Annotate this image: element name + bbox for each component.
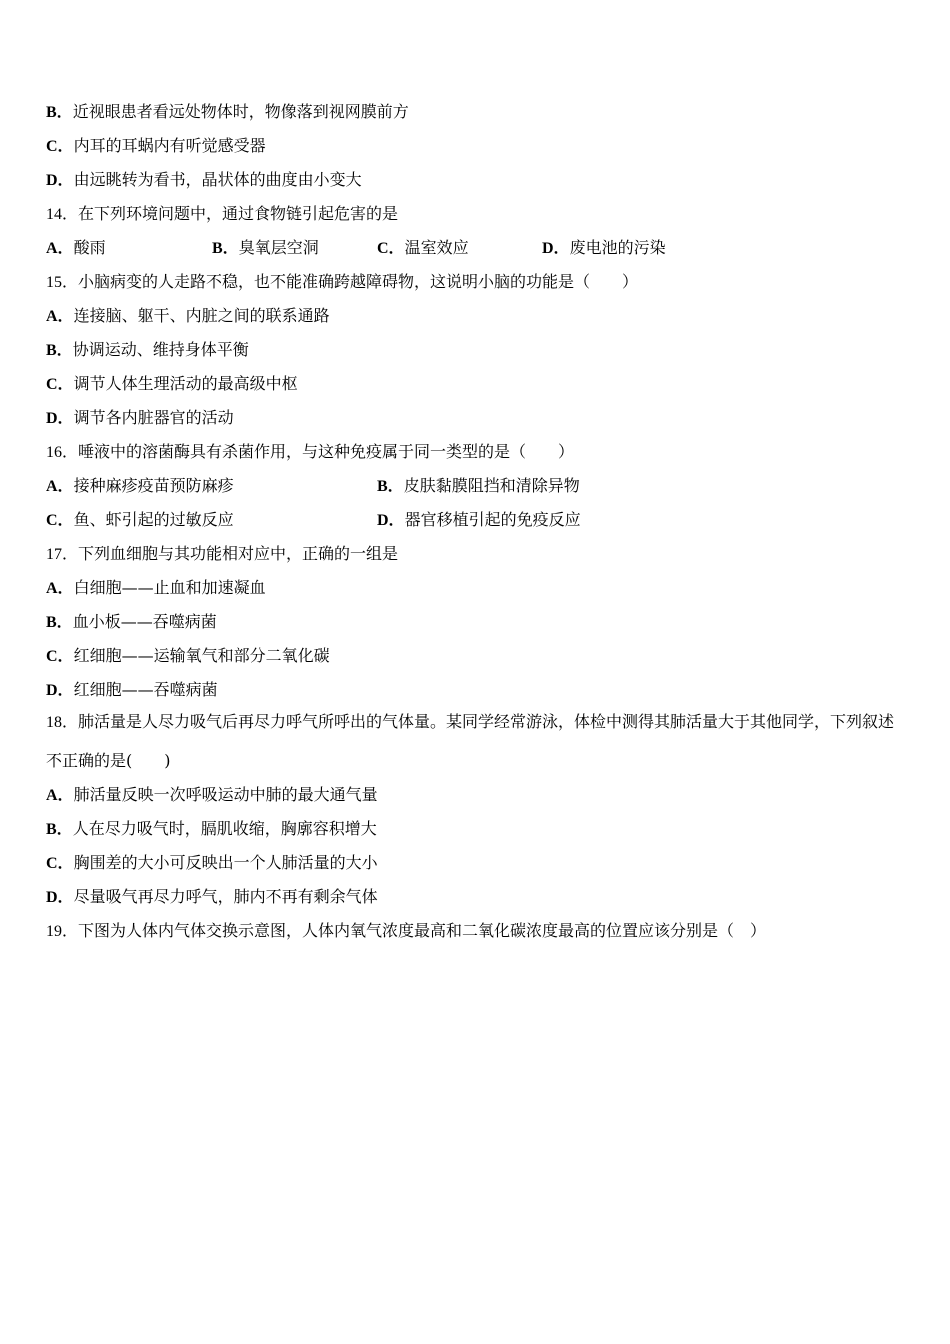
q14-option-d <box>542 238 666 259</box>
option-label: C． <box>46 138 74 155</box>
q16-option-c <box>46 510 234 531</box>
option-text: 内耳的耳蜗内有听觉感受器 <box>73 136 266 155</box>
option-label: D． <box>46 682 74 699</box>
option-text: 调节人体生理活动的最高级中枢 <box>73 374 298 393</box>
q14-option-c <box>377 238 469 259</box>
q16-option-d <box>377 510 581 531</box>
option-label: B． <box>46 342 73 359</box>
option-label: B． <box>377 478 404 495</box>
option-text: 调节各内脏器官的活动 <box>73 408 234 427</box>
question-number: 15． <box>46 274 79 291</box>
option-label: B． <box>46 821 73 838</box>
option-label: B． <box>212 240 239 257</box>
option-text: 协调运动、维持身体平衡 <box>72 340 249 359</box>
option-text: 接种麻疹疫苗预防麻疹 <box>73 476 234 495</box>
question-text: 小脑病变的人走路不稳，也不能准确跨越障碍物，这说明小脑的功能是（ ） <box>78 272 639 291</box>
question-text: 在下列环境问题中，通过食物链引起危害的是 <box>78 204 399 223</box>
q15-option-b <box>46 340 249 361</box>
option-text: 臭氧层空洞 <box>238 238 319 257</box>
option-label: D． <box>46 410 74 427</box>
option-text: 器官移植引起的免疫反应 <box>404 510 581 529</box>
q15-option-a <box>46 306 330 327</box>
q17-option-b <box>46 612 217 633</box>
q17-option-c <box>46 646 330 667</box>
option-label: C． <box>377 240 405 257</box>
q15-option-d <box>46 408 234 429</box>
option-text: 尽量吸气再尽力呼气，肺内不再有剩余气体 <box>73 887 378 906</box>
q18-stem <box>46 703 906 780</box>
q18-option-b <box>46 819 377 840</box>
option-label: A． <box>46 240 74 257</box>
option-label: D． <box>46 889 74 906</box>
q15-option-c <box>46 374 298 395</box>
q18-option-c <box>46 853 378 874</box>
option-label: B． <box>46 104 73 121</box>
option-label: D． <box>377 512 405 529</box>
question-number: 17． <box>46 546 79 563</box>
option-label: A． <box>46 478 74 495</box>
option-text: 人在尽力吸气时，膈肌收缩，胸廓容积增大 <box>72 819 377 838</box>
q14-option-b <box>212 238 319 259</box>
q16-stem <box>46 442 574 463</box>
q14-stem <box>46 204 398 225</box>
q14-option-a <box>46 238 106 259</box>
q16-options-row-2 <box>46 510 906 530</box>
option-label: B． <box>46 614 73 631</box>
q17-stem <box>46 544 398 565</box>
option-text: 温室效应 <box>404 238 469 257</box>
option-label: C． <box>46 648 74 665</box>
question-text: 唾液中的溶菌酶具有杀菌作用，与这种免疫属于同一类型的是（ ） <box>78 442 575 461</box>
option-label: C． <box>46 512 74 529</box>
q13-option-d <box>46 170 362 191</box>
option-label: D． <box>542 240 570 257</box>
option-text: 近视眼患者看远处物体时，物像落到视网膜前方 <box>72 102 409 121</box>
option-label: C． <box>46 855 74 872</box>
option-label: C． <box>46 376 74 393</box>
option-text: 胸围差的大小可反映出一个人肺活量的大小 <box>73 853 378 872</box>
q17-option-d <box>46 680 218 701</box>
q18-option-a <box>46 785 378 806</box>
option-text: 红细胞——吞噬病菌 <box>73 680 218 699</box>
option-text: 由远眺转为看书，晶状体的曲度由小变大 <box>73 170 362 189</box>
option-label: A． <box>46 308 74 325</box>
option-text: 酸雨 <box>73 238 106 257</box>
q17-option-a <box>46 578 266 599</box>
option-text: 白细胞——止血和加速凝血 <box>73 578 266 597</box>
option-text: 连接脑、躯干、内脏之间的联系通路 <box>73 306 330 325</box>
question-number: 18． <box>46 714 79 731</box>
q16-option-a <box>46 476 234 497</box>
q16-options-row-1 <box>46 476 906 496</box>
question-number: 16． <box>46 444 79 461</box>
question-number: 19． <box>46 923 79 940</box>
option-text: 皮肤黏膜阻挡和清除异物 <box>403 476 580 495</box>
q13-option-b <box>46 102 409 123</box>
question-number: 14． <box>46 206 79 223</box>
option-label: A． <box>46 580 74 597</box>
q15-stem <box>46 272 638 293</box>
option-text: 鱼、虾引起的过敏反应 <box>73 510 234 529</box>
question-text: 下图为人体内气体交换示意图，人体内氧气浓度最高和二氧化碳浓度最高的位置应该分别是（ ） <box>78 921 767 940</box>
option-text: 红细胞——运输氧气和部分二氧化碳 <box>73 646 330 665</box>
option-text: 血小板——吞噬病菌 <box>72 612 217 631</box>
q13-option-c <box>46 136 266 157</box>
q18-option-d <box>46 887 378 908</box>
question-text: 肺活量是人尽力吸气后再尽力呼气所呼出的气体量。某同学经常游泳，体检中测得其肺活量大于其他同学，下列叙述不正确的是( ) <box>46 712 895 770</box>
q19-stem <box>46 921 766 942</box>
q14-options <box>46 238 906 258</box>
option-text: 废电池的污染 <box>569 238 666 257</box>
question-text: 下列血细胞与其功能相对应中，正确的一组是 <box>78 544 399 563</box>
q16-option-b <box>377 476 580 497</box>
option-label: A． <box>46 787 74 804</box>
option-text: 肺活量反映一次呼吸运动中肺的最大通气量 <box>73 785 378 804</box>
option-label: D． <box>46 172 74 189</box>
